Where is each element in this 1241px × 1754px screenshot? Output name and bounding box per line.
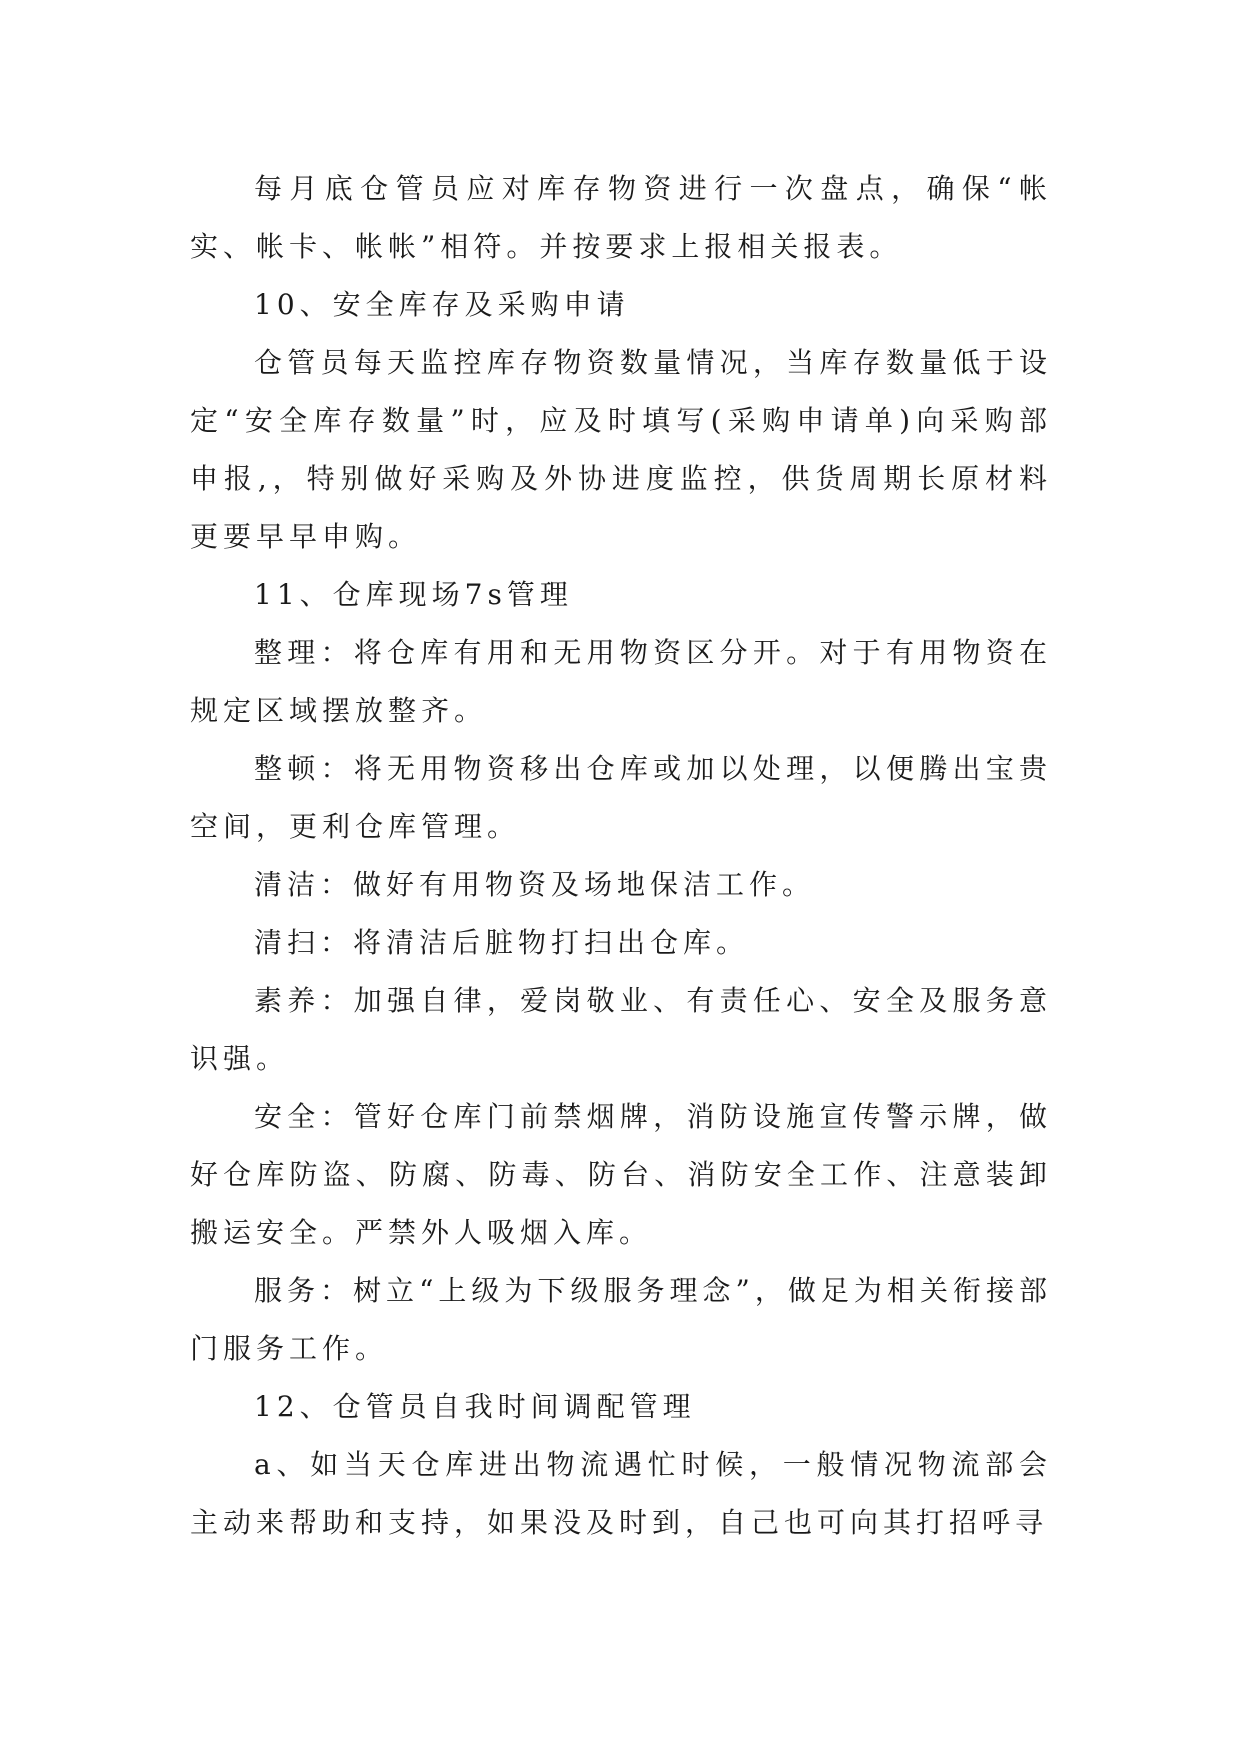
section-heading-7s: 11、仓库现场7s管理 xyxy=(254,578,573,611)
section-heading-time-management: 12、仓管员自我时间调配管理 xyxy=(254,1390,696,1423)
paragraph-7s-sweep: 清扫：将清洁后脏物打扫出仓库。 xyxy=(254,926,750,959)
paragraph-time-management-a: a、如当天仓库进出物流遇忙时候，一般情况物流部会主动来帮助和支持，如果没及时到，自己也可向其打招呼寻 xyxy=(190,1448,1052,1539)
paragraph-7s-service: 服务：树立“上级为下级服务理念”，做足为相关衔接部门服务工作。 xyxy=(190,1274,1052,1365)
paragraph-7s-set-in-order: 整顿：将无用物资移出仓库或加以处理，以便腾出宝贵空间，更利仓库管理。 xyxy=(190,752,1052,843)
paragraph-inventory-check: 每月底仓管员应对库存物资进行一次盘点，确保“帐实、帐卡、帐帐”相符。并按要求上报相关报表。 xyxy=(190,172,1052,263)
paragraph-7s-safety: 安全：管好仓库门前禁烟牌，消防设施宣传警示牌，做好仓库防盗、防腐、防毒、防台、消防安全工作、注意装卸搬运安全。严禁外人吸烟入库。 xyxy=(190,1100,1052,1249)
section-heading-safety-stock: 10、安全库存及采购申请 xyxy=(254,288,630,321)
paragraph-7s-discipline: 素养：加强自律，爱岗敬业、有责任心、安全及服务意识强。 xyxy=(190,984,1052,1075)
paragraph-7s-sort: 整理：将仓库有用和无用物资区分开。对于有用物资在规定区域摆放整齐。 xyxy=(190,636,1052,727)
paragraph-7s-clean: 清洁：做好有用物资及场地保洁工作。 xyxy=(254,868,816,901)
paragraph-safety-stock: 仓管员每天监控库存物资数量情况，当库存数量低于设定“安全库存数量”时，应及时填写(采购申请单)向采购部申报,，特别做好采购及外协进度监控，供货周期长原材料更要早早申购。 xyxy=(190,346,1052,553)
document-body xyxy=(190,160,1052,1552)
